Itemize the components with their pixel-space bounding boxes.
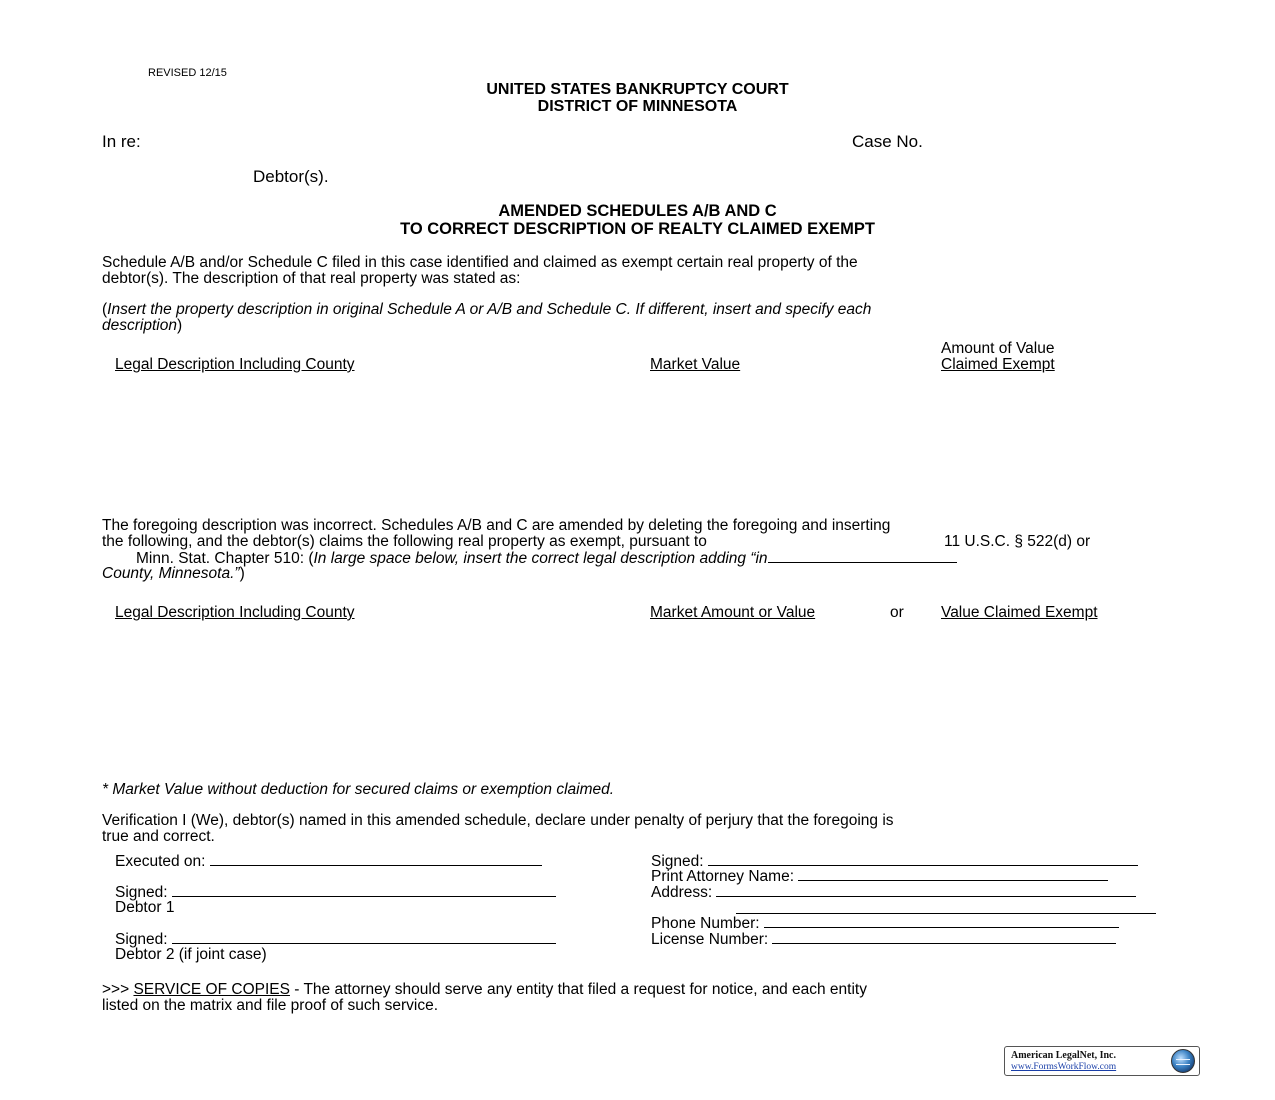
- case-number-label: Case No.: [852, 132, 923, 151]
- table2-market-amount-header: Market Amount or Value: [650, 604, 816, 621]
- intro-line-1: Schedule A/B and/or Schedule C filed in this case identified and claimed as exempt certain real property of the: [102, 254, 858, 271]
- attorney-name-row: Print Attorney Name:: [651, 868, 1108, 885]
- insert-instruction-line-2: description): [102, 317, 183, 334]
- license-number-field[interactable]: [772, 931, 1116, 944]
- phone-number-field[interactable]: [764, 915, 1119, 928]
- license-number-row: License Number:: [651, 931, 1116, 948]
- publisher-name: American LegalNet, Inc.: [1011, 1050, 1116, 1061]
- service-of-copies-heading: SERVICE OF COPIES: [133, 981, 290, 998]
- county-blank[interactable]: [768, 550, 957, 563]
- court-name: UNITED STATES BANKRUPTCY COURT: [486, 81, 789, 98]
- in-re-label: In re:: [102, 132, 141, 151]
- debtor1-signature-field[interactable]: [172, 884, 556, 897]
- verification-line-1: Verification I (We), debtor(s) named in this amended schedule, declare under penalty of perjury that the foregoing is: [102, 812, 894, 829]
- table1-amount-header-top: Amount of Value: [941, 340, 1055, 357]
- form-title-line2: TO CORRECT DESCRIPTION OF REALTY CLAIMED EXEMPT: [400, 220, 875, 238]
- attorney-signature-row: Signed:: [651, 853, 1138, 870]
- form-title-line1: AMENDED SCHEDULES A/B AND C: [498, 202, 777, 220]
- table1-market-value-header: Market Value: [650, 356, 741, 373]
- globe-icon: [1171, 1049, 1195, 1073]
- market-value-footnote: * Market Value without deduction for secured claims or exemption claimed.: [102, 781, 615, 798]
- table1-amount-header-bottom: Claimed Exempt: [941, 356, 1055, 373]
- phone-number-row: Phone Number:: [651, 915, 1119, 932]
- table2-value-claimed-header: Value Claimed Exempt: [941, 604, 1098, 621]
- publisher-badge[interactable]: [1004, 1046, 1200, 1076]
- table2-or-label: or: [890, 604, 904, 621]
- attorney-name-field[interactable]: [798, 868, 1108, 881]
- publisher-url[interactable]: www.FormsWorkFlow.com: [1011, 1062, 1117, 1072]
- service-line-2: listed on the matrix and file proof of such service.: [102, 997, 438, 1014]
- debtor2-label: Debtor 2 (if joint case): [115, 946, 267, 963]
- debtor1-signature-row: Signed:: [115, 884, 556, 901]
- insert-instruction-line-1: (Insert the property description in original Schedule A or A/B and Schedule C. If different, insert and specify each: [102, 301, 872, 318]
- court-district: DISTRICT OF MINNESOTA: [537, 98, 738, 115]
- statute-usc: 11 U.S.C. § 522(d) or: [944, 533, 1091, 550]
- correction-line-1: The foregoing description was incorrect. Schedules A/B and C are amended by deleting the foregoing and inserting: [102, 517, 891, 534]
- service-line-1: >>> SERVICE OF COPIES - The attorney should serve any entity that filed a request for notice, and each entity: [102, 981, 867, 998]
- debtor2-signature-row: Signed:: [115, 931, 556, 948]
- correction-line-3: Minn. Stat. Chapter 510: (In large space below, insert the correct legal description adding “in: [136, 550, 957, 567]
- debtor1-label: Debtor 1: [115, 899, 175, 916]
- table1-legal-description-header: Legal Description Including County: [115, 356, 355, 373]
- attorney-address-row: Address:: [651, 884, 1136, 901]
- verification-line-2: true and correct.: [102, 828, 215, 845]
- executed-on-field[interactable]: [210, 853, 542, 866]
- debtor2-signature-field[interactable]: [172, 931, 556, 944]
- attorney-address-field[interactable]: [716, 884, 1136, 897]
- executed-on-row: Executed on:: [115, 853, 542, 870]
- attorney-address-field-2[interactable]: [736, 898, 1156, 914]
- intro-line-2: debtor(s). The description of that real property was stated as:: [102, 270, 521, 287]
- table2-legal-description-header: Legal Description Including County: [115, 604, 355, 621]
- attorney-signature-field[interactable]: [708, 853, 1138, 866]
- debtors-label: Debtor(s).: [253, 167, 329, 186]
- revised-date: REVISED 12/15: [148, 67, 227, 79]
- correction-line-2: the following, and the debtor(s) claims the following real property as exempt, pursuant to: [102, 533, 707, 550]
- correction-line-4: County, Minnesota.”): [102, 565, 245, 582]
